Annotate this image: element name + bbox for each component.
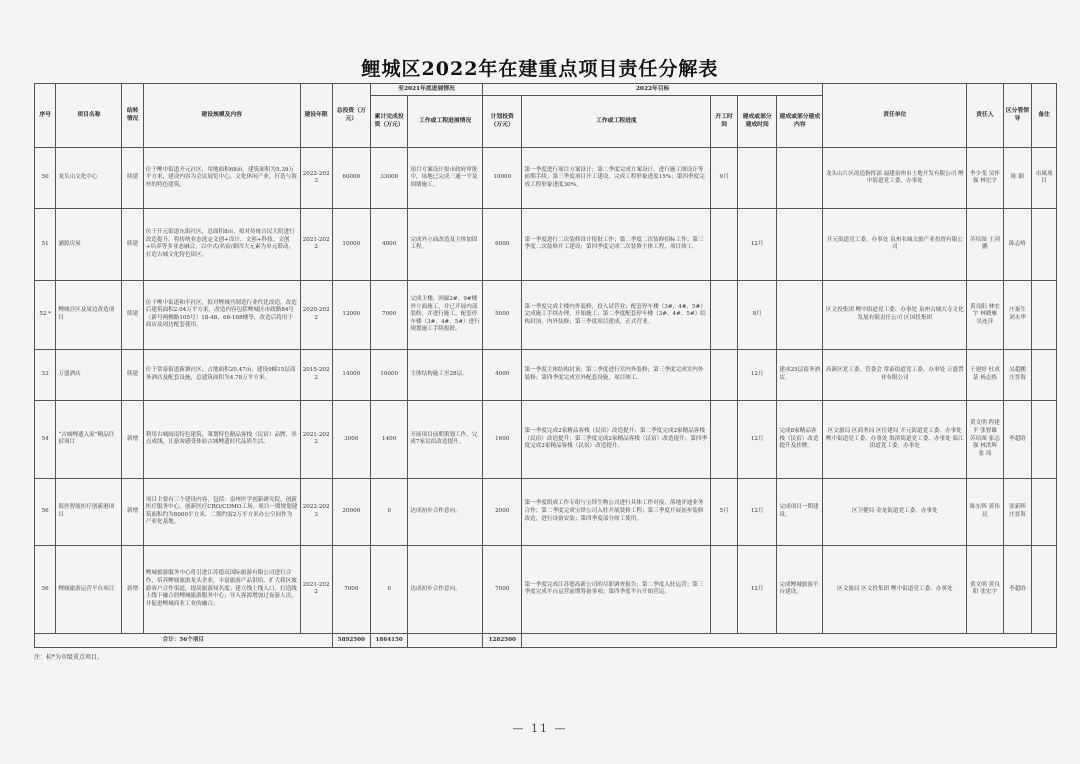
cell-plan: 2000 [483,478,522,545]
cell-ptime: 12月 [737,401,776,479]
page-number: — 11 — [512,722,568,735]
cell-scope: 鲤城旅游服务中心将引进江苏德高国际旅游有限公司进行合作，培养鲤城旅游龙头企业，丰富旅游产品供给，扩大我区旅游客户合作渠道，提高旅游知名度；建立线上线入口，打造线上线下融合的鲤城旅游服务中心；导入客源增加过夜游人次，并促进鲤城商业工业的融合。 [143,545,300,633]
cell-scope: 位于鲤中街道开元社区，用地面积68亩，建筑面积为5.39万平方米，建设内容为会议展览中心、文化休闲产业，打造与海丝的特色建筑。 [143,148,300,209]
cell-remark [1032,401,1057,479]
cell-unit: 龙头山片区改造指挥部 福建泉州市土地开发有限公司 鲤中街道党工委、办事处 [823,148,967,209]
table-row [35,401,1057,479]
cell-name: 万盛酒店 [56,350,122,401]
cell-status: 新增 [122,401,143,479]
cell-name: 鲤城旅游运营平台项目 [56,545,122,633]
cell-person: 苏培图 王剑鹏 [967,209,1003,280]
cell-pcontent [777,209,823,280]
cell-name: “古城鲤遗入家”精品住宿项目 [56,401,122,479]
totals-empty-cell [522,633,1057,647]
cell-work: 第一季度完成主楼内外装修，投入试营业；配套停车楼（3#、4#、5#）完成施工手续办理，开始施工；第二季度配套停车楼（3#、4#、5#）结构封顶，内外装修；第三季度项目建成，正式营业。 [522,280,711,349]
cell-ptime: 12月 [737,478,776,545]
cell-name: 龙头山文化中心 [56,148,122,209]
totals-cum: 1864150 [371,633,408,647]
cell-person: 黄文明 程建平 张智雄 苏培图 张志强 林洪辉 张 琦 [967,401,1003,479]
totals-total: 5892500 [332,633,370,647]
cell-remark [1032,280,1057,349]
header-group-2021: 至2021年底进展情况 [371,84,483,96]
cell-work: 第一季度完成2家精品客栈（民宿）改造提升；第二季度完成2家精品客栈（民宿）改造提升；第三季度完成2家精品客栈（民宿）改造提升；第四季度完成2家精品客栈（民宿）改造提升。 [522,401,711,479]
cell-leader: 陈 颖 [1003,148,1032,209]
header-years: 建设年限 [300,84,332,148]
header-start-time: 开工时间 [711,96,738,148]
cell-years: 2022-2023 [300,148,332,209]
cell-years: 2020-2022 [300,280,332,349]
cell-status: 续建 [122,148,143,209]
cell-total: 14000 [332,350,370,401]
cell-unit: 区卫健局 金龙街道党工委、办事处 [823,478,967,545]
cell-total: 10000 [332,209,370,280]
cell-start: 5月 [711,478,738,545]
table-row [35,148,1057,209]
header-leader: 区分管领导 [1003,84,1032,148]
cell-pcontent: 完成项目一期建设。 [777,478,823,545]
cell-status: 续建 [122,280,143,349]
cell-years: 2015-2022 [300,350,332,401]
cell-pcontent [777,148,823,209]
cell-years: 2021-2022 [300,401,332,479]
cell-start [711,545,738,633]
cell-years: 2022-2023 [300,478,332,545]
header-partial-content: 建成或部分建成内容 [777,96,823,148]
cell-work: 第一季度进行二次装修设计报批工作；第二季度二次装修招标工作；第三季度二次装修开工建设；第四季度完成二次装修主体工程，项目竣工。 [522,209,711,280]
page-title: 鲤城区2022年在建重点项目责任分解表 [361,58,719,80]
cell-seq: 56 [35,545,56,633]
cell-scope: 利用古城闽南特色建筑，策划特色精品客栈（民宿）品牌，串点成线，让游客感受体验古城鲤遗时代品质生活。 [143,401,300,479]
header-row-top [35,84,1057,96]
cell-pcontent: 完成鲤城旅游平台建设。 [777,545,823,633]
cell-start [711,401,738,479]
cell-name: 涵源房屋 [56,209,122,280]
header-progress-2021: 工作或工程进展情况 [408,96,483,148]
cell-plan: 10000 [483,148,522,209]
cell-status: 续建 [122,209,143,280]
header-resp-person: 责任人 [967,84,1003,148]
cell-leader: 陈志岭 [1003,209,1032,280]
cell-status: 续建 [122,350,143,401]
cell-seq: 56 [35,478,56,545]
cell-plan: 1600 [483,401,522,479]
cell-start: 9月 [711,148,738,209]
header-total: 总投资（万元） [332,84,370,148]
cell-years: 2021-2022 [300,209,332,280]
cell-work: 第一季度主体结构封顶；第二季度进行室内外装修；第三季度完成室内外装修；第四季度完成室外配套设施，项目竣工。 [522,350,711,401]
cell-total: 60000 [332,148,370,209]
cell-pcontent: 建成25层商务酒店。 [777,350,823,401]
cell-status: 新增 [122,478,143,545]
cell-progress: 开展项目前期策划工作，完成7家民宿改造提升。 [408,401,483,479]
cell-leader: 张新晖 庄晋海 [1003,478,1032,545]
header-cum-invest: 累计完成投资（万元） [371,96,408,148]
cell-ptime: 12月 [737,350,776,401]
cell-total: 20000 [332,478,370,545]
cell-unit: 高新区党工委、管委会 常泰街道党工委、办事处 万盛置业有限公司 [823,350,967,401]
cell-seq: 51 [35,209,56,280]
cell-person: 黄文明 黄良阳 张宏宇 [967,545,1003,633]
table-row [35,478,1057,545]
cell-start [711,350,738,401]
header-status: 结转情况 [122,84,143,148]
cell-scope: 位于常泰街道新塘社区，占地面积20.47亩，建设9幢15层商务酒店及配套设施，总建筑面积为4.78万平方米。 [143,350,300,401]
cell-remark: 市属项目 [1032,148,1057,209]
totals-label: 合计：56个项目 [35,633,333,647]
header-name: 项目名称 [56,84,122,148]
header-resp-unit: 责任单位 [823,84,967,148]
cell-start [711,209,738,280]
cell-remark [1032,350,1057,401]
cell-name: 海丝智能医疗创新港项目 [56,478,122,545]
cell-person: 于建婷 杜成基 杨志炼 [967,350,1003,401]
cell-unit: 开元街道党工委、办事处 泉州名城文旅产业投资有限公司 [823,209,967,280]
footnote: 注：标*为市级重点项目。 [34,654,104,661]
cell-plan: 5000 [483,280,522,349]
cell-cum: 0 [371,545,408,633]
cell-leader: 李超晗 [1003,401,1032,479]
cell-leader: 庄秦生 刘永华 [1003,280,1032,349]
cell-seq: 50 [35,148,56,209]
cell-work: 第一季度组成工作专组与宝铎生物公司进行具体工作对接，落地并迪业务合作；第二季度完成宝铎公司入驻开展装修工程；第三季度开展初步装修改造，进行设备安装；第四季度部分竣工使用。 [522,478,711,545]
cell-unit: 区文投集团 鲤中街道党工委、办事处 泉州古城大寺文化发展有限责任公司 区国投集团 [823,280,967,349]
header-remark: 备注 [1032,84,1057,148]
header-partial-time: 建成或部分建成时间 [737,96,776,148]
cell-years: 2021-2022 [300,545,332,633]
header-scope: 建设规模及内容 [143,84,300,148]
cell-plan: 6000 [483,209,522,280]
table-row [35,545,1057,633]
cell-remark [1032,209,1057,280]
totals-plan: 1282500 [483,633,522,647]
cell-seq: 53 [35,350,56,401]
cell-start [711,280,738,349]
cell-progress: 达成初步合作意向。 [408,545,483,633]
cell-progress: 主体结构施工至28层。 [408,350,483,401]
cell-scope: 位于鲤中街道和平社区，拟对鲤城宫制造行业代化改造，改造后建筑面积2.04万平方米，改造内容包括鲤城区市政路84号（新号两侧路105号）18-48、68-108楼等，改造后将用于商店及周边配套使用。 [143,280,300,349]
cell-work: 第一季度进行项目方案设计；第二季度完成方案设计，进行施工图设计等前期手续；第三季度项目开工建设，完成工程形象进度15%；第四季度完成工程形象进度30%。 [522,148,711,209]
cell-scope: 项目主要有三个建设内容，包括：泉州医学创新研究院、创新医疗服务中心、创新医疗CRO/CDMO工场。项目一期规划建筑面积约为8000平方米，二期约需2万平方米办公空间作为产业化基地。 [143,478,300,545]
totals-row [35,633,1057,647]
header-group-2022: 2022年目标 [483,84,823,96]
header-plan-invest: 计划投资（万元） [483,96,522,148]
cell-unit: 区文旅局 区文投集团 鲤中街道党工委、办事处 [823,545,967,633]
cell-total: 7000 [332,545,370,633]
cell-ptime [737,148,776,209]
project-table [34,83,1057,648]
cell-remark [1032,478,1057,545]
cell-unit: 区文旅局 区商务局 区住建局 开元街道党工委、办事处 鲤中街道党工委、办事处 海滨街道党工委、办事处 临江街道党工委、办事处 [823,401,967,479]
totals-empty-cell [408,633,483,647]
cell-progress: 项目方案设计报市政府审批中，场地已完成三通一平及围墙施工。 [408,148,483,209]
cell-cum: 0 [371,478,408,545]
cell-seq: 54 [35,401,56,479]
table-row [35,350,1057,401]
cell-person: 黄良阳 林宏宇 林晓雁 吴连萍 [967,280,1003,349]
table-row [35,280,1057,349]
cell-progress: 达成初步合作意向。 [408,478,483,545]
cell-cum: 10000 [371,350,408,401]
cell-pcontent: 完成8家精品客栈（民宿）改造提升及挂牌。 [777,401,823,479]
cell-ptime: 8月 [737,280,776,349]
table-row [35,209,1057,280]
cell-cum: 4000 [371,209,408,280]
cell-person: 陈东辉 黄伟民 [967,478,1003,545]
cell-total: 12000 [332,280,370,349]
cell-work: 第一季度完成江苏德高新公司的尽职调查报告；第二季度入驻运营；第三季度完成平台运营前期筹备事项；第四季度平台开始营运。 [522,545,711,633]
cell-total: 3000 [332,401,370,479]
cell-status: 新增 [122,545,143,633]
cell-ptime: 12月 [737,209,776,280]
cell-name: 鲤城宫区及周边改造项目 [56,280,122,349]
header-seq: 序号 [35,84,56,148]
cell-seq: 52 * [35,280,56,349]
cell-progress: 完成外立面改造及主体加固工程。 [408,209,483,280]
cell-remark [1032,545,1057,633]
cell-progress: 完成主楼，回廊2#、9#楼外立面施工，并已开展内部装修，并进行施工，配套停车楼（3#、4#、5#）进行规划施工手续报批。 [408,280,483,349]
cell-plan: 4000 [483,350,522,401]
cell-person: 李少斐 吴怀强 林宏宇 [967,148,1003,209]
cell-cum: 1400 [371,401,408,479]
cell-scope: 位于开元街道东街社区，总面积8亩，拟对传统古民大院进行改造提升，将传统业态选定文创+设计、文创+科技、文创+培养等多业态融合，以中式/名宿/新四大元素为单元联动，打造古城文化特色街区。 [143,209,300,280]
cell-leader: 李超晗 [1003,545,1032,633]
cell-cum: 7000 [371,280,408,349]
cell-cum: 33000 [371,148,408,209]
cell-leader: 吴超鹏 庄晋海 [1003,350,1032,401]
cell-pcontent [777,280,823,349]
header-work-plan: 工作或工程进度 [522,96,711,148]
cell-plan: 7000 [483,545,522,633]
cell-ptime: 12月 [737,545,776,633]
